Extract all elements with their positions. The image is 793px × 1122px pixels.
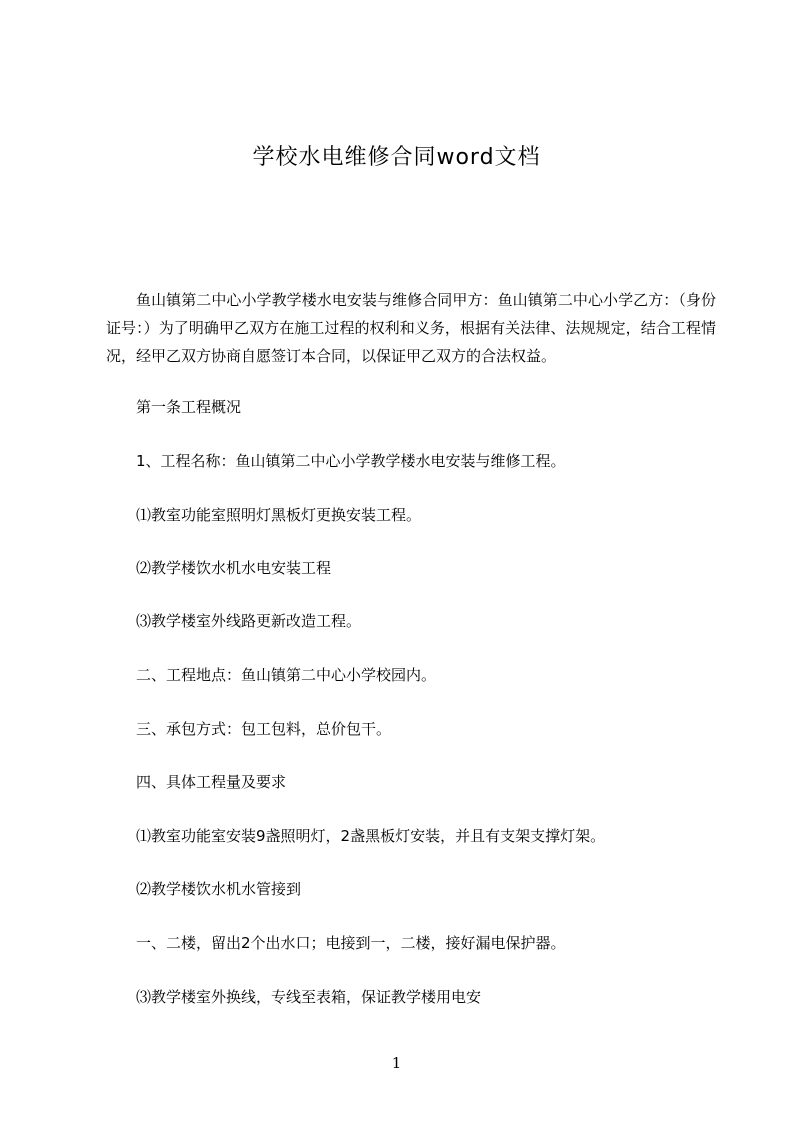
paragraph-contract-method: 三、承包方式：包工包料，总价包干。 <box>136 720 392 738</box>
paragraph-item-2: ⑵教学楼饮水机水电安装工程 <box>136 559 332 577</box>
document-title: 学校水电维修合同word文档 <box>252 145 541 170</box>
paragraph-requirement-3: ⑶教学楼室外换线，专线至表箱，保证教学楼用电安 <box>136 988 482 1006</box>
paragraph-requirement-2-continued: 一、二楼，留出2个出水口；电接到一，二楼，接好漏电保护器。 <box>136 934 566 952</box>
paragraph-item-3: ⑶教学楼室外线路更新改造工程。 <box>136 612 362 630</box>
section-heading-requirements: 四、具体工程量及要求 <box>136 773 287 791</box>
page-number: 1 <box>391 1054 402 1072</box>
paragraph-item-1: ⑴教室功能室照明灯黑板灯更换安装工程。 <box>136 506 422 524</box>
paragraph-requirement-1: ⑴教室功能室安装9盏照明灯，2盏黑板灯安装，并且有支架支撑灯架。 <box>136 827 606 845</box>
paragraph-project-location: 二、工程地点：鱼山镇第二中心小学校园内。 <box>136 666 437 684</box>
paragraph-project-name: 1、工程名称：鱼山镇第二中心小学教学楼水电安装与维修工程。 <box>136 452 566 470</box>
paragraph-requirement-2: ⑵教学楼饮水机水管接到 <box>136 880 302 898</box>
section-heading-project-overview: 第一条工程概况 <box>136 398 242 416</box>
intro-paragraph: 鱼山镇第二中心小学教学楼水电安装与维修合同甲方：鱼山镇第二中心小学乙方：（身份证号：）为了明确甲乙双方在施工过程的权利和义务，根据有关法律、法规规定，结合工程情况，经甲乙双方协商自愿签订本合同，以保证甲乙双方的合法权益。 <box>106 291 716 365</box>
